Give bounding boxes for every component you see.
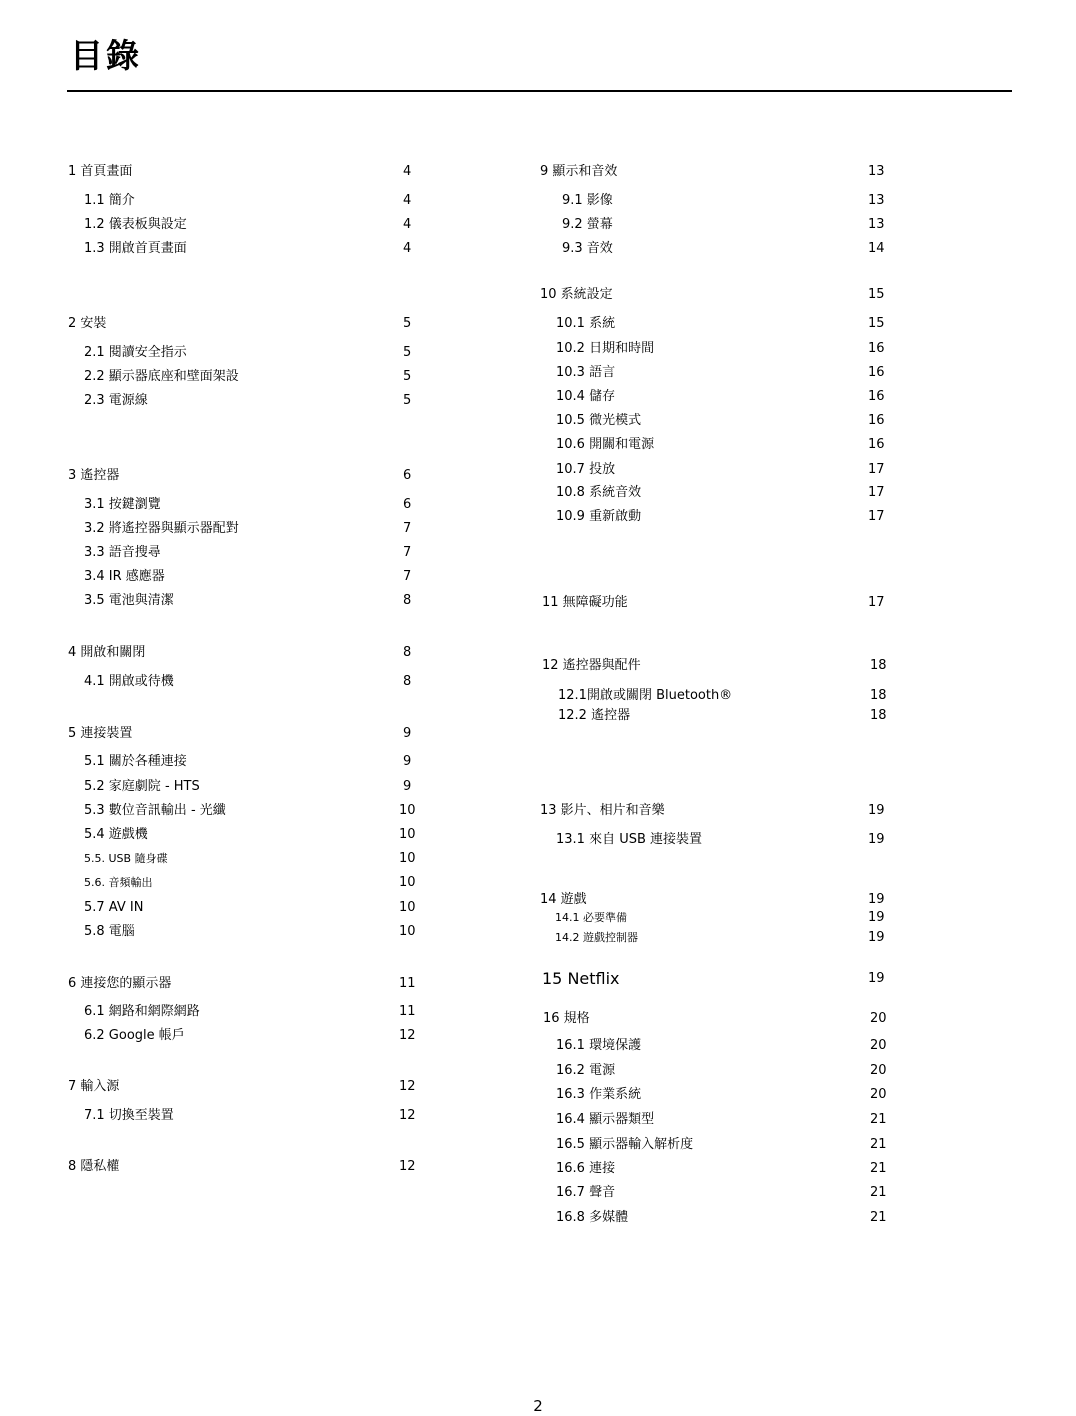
toc-entry-page: 9 [403, 726, 412, 741]
toc-entry-page: 8 [403, 645, 412, 660]
toc-entry-title: 3 遙控器 [68, 468, 120, 483]
toc-entry-page: 13 [868, 193, 885, 208]
toc-entry-10[interactable] [0, 285, 1076, 305]
toc-entry-page: 12 [399, 1159, 416, 1174]
toc-entry-page: 6 [403, 468, 412, 483]
toc-entry-title: 2.2 顯示器底座和壁面架設 [84, 369, 239, 384]
toc-entry-16-5[interactable] [0, 1135, 1076, 1155]
toc-entry-page: 11 [399, 976, 416, 991]
toc-entry-page: 21 [870, 1210, 887, 1225]
toc-entry-12[interactable] [0, 656, 1076, 676]
toc-entry-page: 21 [870, 1112, 887, 1127]
toc-entry-page: 10 [399, 827, 416, 842]
toc-entry-title: 10.7 投放 [556, 462, 616, 477]
toc-entry-16-2[interactable] [0, 1061, 1076, 1081]
toc-entry-page: 10 [399, 875, 416, 890]
toc-entry-title: 11 無障礙功能 [542, 595, 628, 610]
toc-entry-page: 10 [399, 803, 416, 818]
toc-entry-page: 21 [870, 1161, 887, 1176]
toc-entry-title: 10.3 語言 [556, 365, 616, 380]
toc-entry-page: 10 [399, 924, 416, 939]
toc-entry-page: 19 [868, 892, 885, 907]
toc-entry-title: 10.1 系統 [556, 316, 616, 331]
toc-entry-10-6[interactable] [0, 435, 1076, 455]
toc-entry-page: 19 [868, 803, 885, 818]
toc-entry-3-3[interactable] [0, 543, 1076, 563]
toc-entry-10-4[interactable] [0, 387, 1076, 407]
toc-entry-title: 16.8 多媒體 [556, 1210, 629, 1225]
toc-entry-14[interactable] [0, 890, 1076, 910]
toc-entry-page: 17 [868, 485, 885, 500]
toc-entry-title: 12.2 遙控器 [558, 708, 631, 723]
toc-entry-title: 10 系統設定 [540, 287, 613, 302]
toc-entry-12-2[interactable] [0, 706, 1076, 726]
toc-entry-page: 19 [868, 971, 885, 986]
toc-entry-title: 15 Netflix [542, 969, 620, 988]
toc-entry-9[interactable] [0, 162, 1076, 182]
toc-entry-page: 18 [870, 658, 887, 673]
title-divider [67, 90, 1012, 92]
toc-entry-title: 6.2 Google 帳戶 [84, 1028, 185, 1043]
toc-entry-10-5[interactable] [0, 411, 1076, 431]
toc-entry-11[interactable] [0, 593, 1076, 613]
toc-entry-page: 5 [403, 316, 412, 331]
toc-entry-title: 14 遊戲 [540, 892, 587, 907]
toc-entry-title: 16.3 作業系統 [556, 1087, 642, 1102]
toc-entry-title: 1 首頁畫面 [68, 164, 133, 179]
toc-entry-title: 12.1開啟或關閉 Bluetooth® [558, 688, 733, 703]
toc-entry-title: 2.1 閱讀安全指示 [84, 345, 187, 360]
toc-entry-page: 4 [403, 241, 412, 256]
toc-entry-5-5[interactable] [0, 849, 1076, 869]
toc-entry-page: 14 [868, 241, 885, 256]
toc-entry-page: 7 [403, 545, 412, 560]
toc-entry-title: 10.4 儲存 [556, 389, 616, 404]
toc-entry-title: 3.4 IR 感應器 [84, 569, 165, 584]
toc-entry-page: 18 [870, 688, 887, 703]
toc-entry-9-1[interactable] [0, 191, 1076, 211]
toc-entry-title: 5.5. USB 隨身碟 [84, 852, 168, 865]
toc-entry-14-2[interactable] [0, 928, 1076, 948]
toc-entry-16-4[interactable] [0, 1110, 1076, 1130]
toc-entry-title: 13 影片、相片和音樂 [540, 803, 665, 818]
toc-entry-title: 10.2 日期和時間 [556, 341, 655, 356]
toc-entry-title: 5.3 數位音訊輸出 - 光纖 [84, 803, 226, 818]
toc-entry-page: 19 [868, 832, 885, 847]
toc-entry-page: 5 [403, 393, 412, 408]
toc-entry-16-3[interactable] [0, 1085, 1076, 1105]
toc-entry-9-2[interactable] [0, 215, 1076, 235]
toc-entry-10-1[interactable] [0, 314, 1076, 334]
toc-entry-title: 12 遙控器與配件 [542, 658, 641, 673]
toc-entry-title: 6.1 網路和網際網路 [84, 1004, 200, 1019]
toc-entry-page: 19 [868, 910, 885, 925]
toc-entry-10-9[interactable] [0, 507, 1076, 527]
toc-entry-page: 6 [403, 497, 412, 512]
toc-entry-page: 5 [403, 369, 412, 384]
toc-entry-page: 15 [868, 287, 885, 302]
toc-entry-16-1[interactable] [0, 1036, 1076, 1056]
toc-entry-page: 10 [399, 851, 416, 866]
toc-entry-title: 1.2 儀表板與設定 [84, 217, 187, 232]
toc-entry-page: 20 [870, 1011, 887, 1026]
toc-entry-title: 3.1 按鍵瀏覽 [84, 497, 161, 512]
toc-entry-3-4[interactable] [0, 567, 1076, 587]
toc-entry-title: 6 連接您的顯示器 [68, 976, 172, 991]
toc-entry-page: 5 [403, 345, 412, 360]
toc-entry-10-8[interactable] [0, 483, 1076, 503]
toc-entry-title: 14.2 遊戲控制器 [555, 931, 638, 944]
toc-entry-page: 7 [403, 521, 412, 536]
toc-entry-page: 9 [403, 779, 412, 794]
toc-entry-title: 3.3 語音搜尋 [84, 545, 161, 560]
toc-entry-5[interactable] [0, 724, 1076, 744]
toc-entry-15[interactable] [0, 969, 1076, 989]
toc-entry-page: 16 [868, 389, 885, 404]
toc-entry-title: 5.7 AV IN [84, 900, 144, 915]
toc-entry-page: 12 [399, 1079, 416, 1094]
toc-entry-title: 5.2 家庭劇院 - HTS [84, 779, 200, 794]
toc-entry-page: 16 [868, 413, 885, 428]
toc-entry-title: 9.2 螢幕 [562, 217, 613, 232]
toc-entry-page: 8 [403, 674, 412, 689]
toc-entry-title: 10.6 開關和電源 [556, 437, 655, 452]
toc-entry-page: 18 [870, 708, 887, 723]
toc-entry-page: 19 [868, 930, 885, 945]
toc-entry-title: 7.1 切換至裝置 [84, 1108, 174, 1123]
toc-entry-title: 5.6. 音頻輸出 [84, 876, 153, 889]
toc-entry-14-1[interactable] [0, 908, 1076, 928]
toc-entry-title: 16.2 電源 [556, 1063, 616, 1078]
toc-entry-5-1[interactable] [0, 752, 1076, 772]
toc-entry-title: 9 顯示和音效 [540, 164, 618, 179]
toc-entry-page: 13 [868, 217, 885, 232]
toc-entry-title: 7 輸入源 [68, 1079, 120, 1094]
toc-entry-title: 16 規格 [543, 1011, 590, 1026]
toc-entry-13[interactable] [0, 801, 1076, 821]
toc-entry-page: 20 [870, 1038, 887, 1053]
toc-entry-10-7[interactable] [0, 460, 1076, 480]
toc-entry-title: 2 安裝 [68, 316, 107, 331]
toc-entry-title: 9.3 音效 [562, 241, 613, 256]
toc-entry-10-2[interactable] [0, 339, 1076, 359]
toc-entry-page: 17 [868, 462, 885, 477]
toc-entry-13-1[interactable] [0, 830, 1076, 850]
toc-entry-title: 10.5 微光模式 [556, 413, 642, 428]
toc-entry-page: 20 [870, 1063, 887, 1078]
toc-entry-page: 20 [870, 1087, 887, 1102]
toc-entry-9-3[interactable] [0, 239, 1076, 259]
toc-entry-page: 4 [403, 164, 412, 179]
toc-entry-title: 5.1 關於各種連接 [84, 754, 187, 769]
toc-entry-16-7[interactable] [0, 1183, 1076, 1203]
toc-entry-page: 11 [399, 1004, 416, 1019]
toc-entry-title: 16.5 顯示器輸入解析度 [556, 1137, 694, 1152]
toc-entry-title: 4 開啟和關閉 [68, 645, 146, 660]
toc-entry-5-2[interactable] [0, 777, 1076, 797]
toc-entry-title: 5.8 電腦 [84, 924, 135, 939]
toc-entry-title: 10.8 系統音效 [556, 485, 642, 500]
toc-entry-16[interactable] [0, 1009, 1076, 1029]
toc-entry-page: 15 [868, 316, 885, 331]
toc-entry-title: 16.1 環境保護 [556, 1038, 642, 1053]
toc-entry-page: 16 [868, 365, 885, 380]
toc-entry-title: 3.5 電池與清潔 [84, 593, 174, 608]
toc-entry-title: 13.1 來自 USB 連接裝置 [556, 832, 703, 847]
toc-entry-page: 21 [870, 1137, 887, 1152]
toc-entry-title: 4.1 開啟或待機 [84, 674, 174, 689]
toc-entry-page: 8 [403, 593, 412, 608]
toc-entry-title: 16.6 連接 [556, 1161, 616, 1176]
toc-entry-page: 16 [868, 437, 885, 452]
toc-entry-page: 10 [399, 900, 416, 915]
page-title: 目錄 [70, 36, 142, 75]
toc-entry-page: 12 [399, 1028, 416, 1043]
toc-entry-page: 7 [403, 569, 412, 584]
toc-entry-title: 3.2 將遙控器與顯示器配對 [84, 521, 239, 536]
toc-entry-page: 12 [399, 1108, 416, 1123]
toc-entry-title: 9.1 影像 [562, 193, 613, 208]
toc-entry-page: 17 [868, 509, 885, 524]
toc-entry-16-8[interactable] [0, 1208, 1076, 1228]
toc-entry-title: 5 連接裝置 [68, 726, 133, 741]
toc-entry-page: 4 [403, 193, 412, 208]
toc-entry-title: 2.3 電源線 [84, 393, 148, 408]
toc-entry-title: 5.4 遊戲機 [84, 827, 148, 842]
toc-entry-title: 16.4 顯示器類型 [556, 1112, 655, 1127]
toc-entry-page: 13 [868, 164, 885, 179]
toc-entry-page: 16 [868, 341, 885, 356]
toc-entry-title: 10.9 重新啟動 [556, 509, 642, 524]
toc-entry-title: 1.1 簡介 [84, 193, 135, 208]
toc-entry-title: 16.7 聲音 [556, 1185, 616, 1200]
page-number: 2 [533, 1397, 543, 1415]
toc-entry-page: 21 [870, 1185, 887, 1200]
toc-entry-page: 4 [403, 217, 412, 232]
toc-entry-12-1[interactable] [0, 686, 1076, 706]
toc-entry-title: 14.1 必要準備 [555, 911, 627, 924]
toc-entry-page: 9 [403, 754, 412, 769]
toc-entry-10-3[interactable] [0, 363, 1076, 383]
toc-entry-title: 1.3 開啟首頁畫面 [84, 241, 187, 256]
toc-entry-page: 17 [868, 595, 885, 610]
toc-entry-16-6[interactable] [0, 1159, 1076, 1179]
toc-entry-title: 8 隱私權 [68, 1159, 120, 1174]
